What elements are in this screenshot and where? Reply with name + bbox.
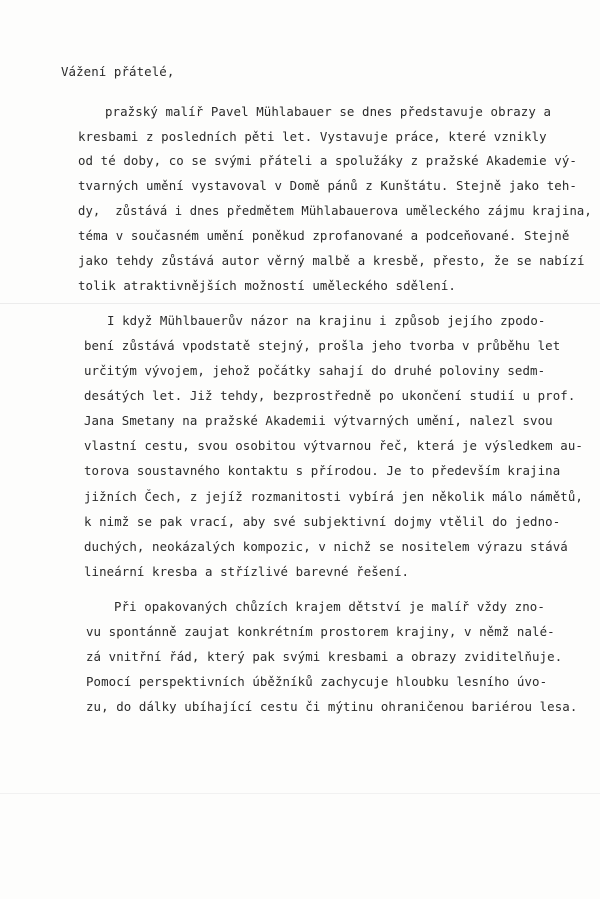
paragraph-2-line-11: lineární kresba a střízlivé barevné řešení. [84,564,410,579]
paragraph-3-line-2: vu spontánně zaujat konkrétním prostorem krajiny, v němž nalé- [86,624,555,639]
paragraph-1-line-1: pražský malíř Pavel Mühlabauer se dnes představuje obrazy a [105,104,552,119]
paragraph-1-line-6: téma v současném umění poněkud zprofanované a podceňované. Stejně [78,228,570,243]
paragraph-2-line-4: desátých let. Již tehdy, bezprostředně po ukončení studií u prof. [84,388,576,403]
fold-crease [0,303,600,304]
paragraph-2-line-5: Jana Smetany na pražské Akademii výtvarných umění, nalezl svou [84,413,553,428]
paragraph-2-line-6: vlastní cestu, svou osobitou výtvarnou řeč, která je výsledkem au- [84,438,583,453]
paragraph-1-line-7: jako tehdy zůstává autor věrný malbě a kresbě, přesto, že se nabízí [78,253,585,268]
paragraph-3-line-3: zá vnitřní řád, který pak svými kresbami a obrazy zviditelňuje. [86,649,563,664]
paragraph-1-line-4: tvarných umění vystavoval v Domě pánů z Kunštátu. Stejně jako teh- [78,178,577,193]
paragraph-2-line-7: torova soustavného kontaktu s přírodou. Je to především krajina [84,463,561,478]
paragraph-3-line-4: Pomocí perspektivních úběžníků zachycuje hloubku lesního úvo- [86,674,548,689]
paragraph-3-line-5: zu, do dálky ubíhající cestu či mýtinu ohraničenou bariérou lesa. [86,699,578,714]
paragraph-3-line-1: Při opakovaných chůzích krajem dětství je malíř vždy zno- [114,599,545,614]
salutation: Vážení přátelé, [61,64,175,79]
paragraph-1-line-8: tolik atraktivnějších možností uměleckého sdělení. [78,278,456,293]
paragraph-2-line-3: určitým vývojem, jehož počátky sahají do druhé poloviny sedm- [84,363,546,378]
paragraph-2-line-1: I když Mühlbauerův názor na krajinu i způsob jejího zpodo- [107,313,546,328]
paragraph-2-line-2: bení zůstává vpodstatě stejný, prošla jeho tvorba v průběhu let [84,338,561,353]
paragraph-2-line-8: jižních Čech, z jejíž rozmanitosti vybírá jen několik málo námětů, [84,489,583,504]
bottom-crease [0,793,600,794]
paragraph-1-line-5: dy, zůstává i dnes předmětem Mühlabauerova uměleckého zájmu krajina, [78,203,592,218]
paragraph-2-line-10: duchých, neokázalých kompozic, v nichž se nositelem výrazu stává [84,539,568,554]
paragraph-2-line-9: k nimž se pak vrací, aby své subjektivní dojmy vtělil do jedno- [84,514,561,529]
paragraph-1-line-2: kresbami z posledních pěti let. Vystavuje práce, které vznikly [78,129,547,144]
paragraph-1-line-3: od té doby, co se svými přáteli a spolužáky z pražské Akademie vý- [78,153,577,168]
